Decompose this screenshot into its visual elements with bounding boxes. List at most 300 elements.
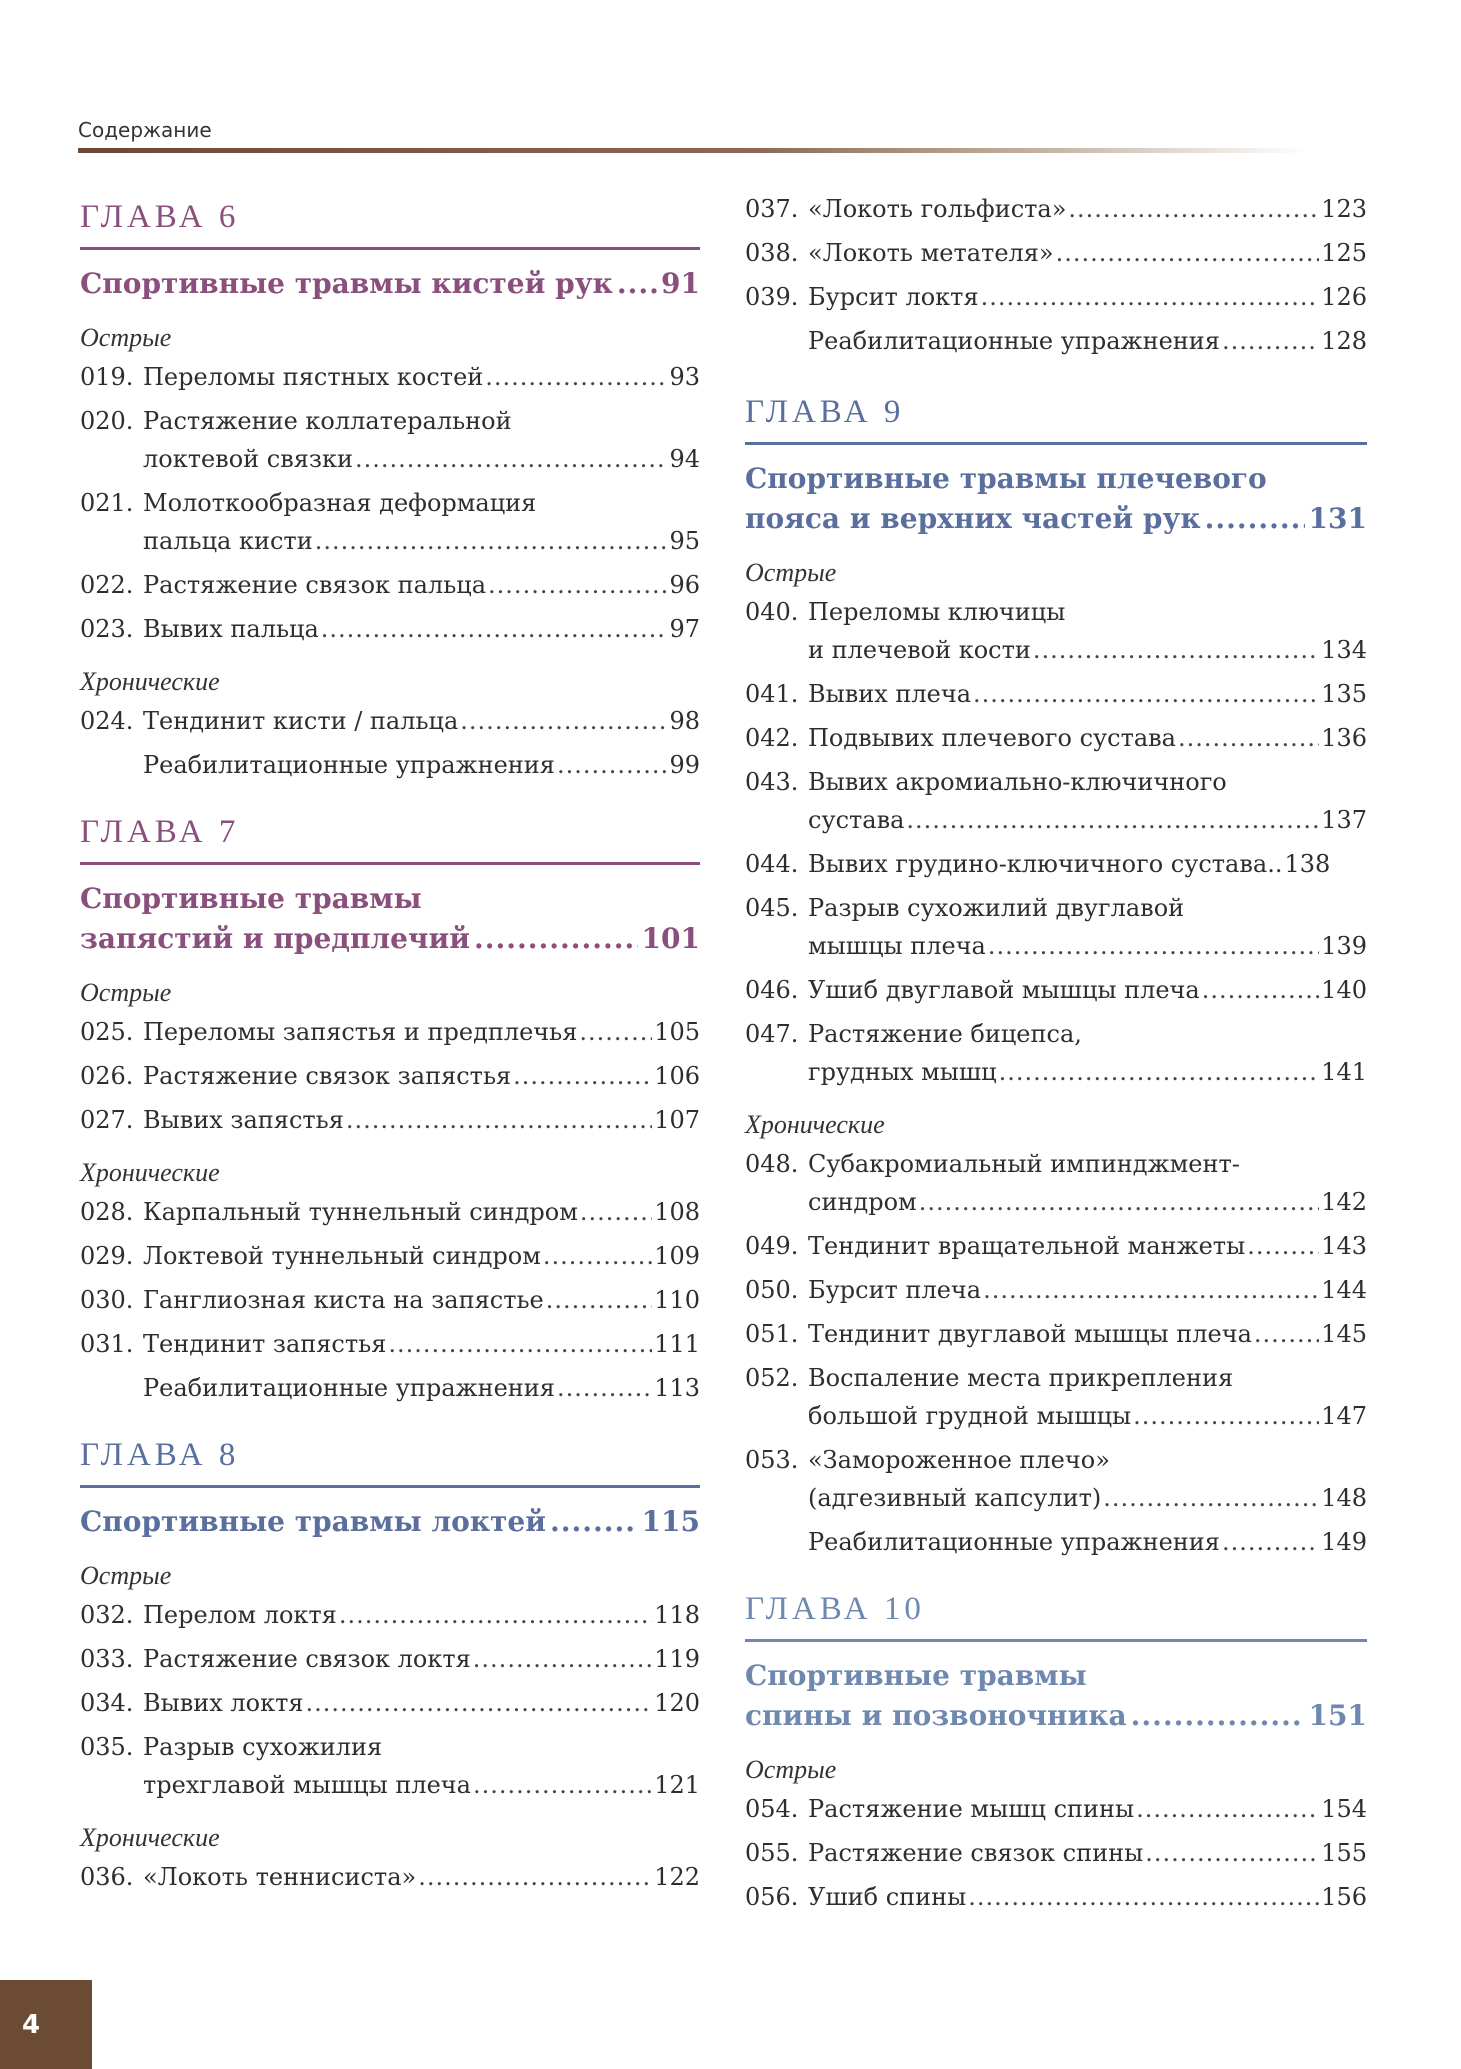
- entry-number: 054.: [745, 1795, 799, 1823]
- entry-body: [808, 1145, 1367, 1221]
- dot-leader: [1205, 499, 1305, 539]
- entry-number: 048.: [745, 1150, 799, 1178]
- toc-entry: [745, 1015, 1367, 1091]
- entry-title: Перелом локтя: [143, 1601, 337, 1629]
- dot-leader: [388, 1325, 652, 1363]
- entry-separator: ..: [1267, 850, 1283, 878]
- chapter-title-line1: Спортивные травмы: [745, 1659, 1087, 1692]
- entry-page-number: 108: [654, 1198, 700, 1226]
- chapter-title-line1: Спортивные травмы: [80, 882, 422, 915]
- entry-title: Вывих локтя: [143, 1689, 304, 1717]
- entry-number: 041.: [745, 680, 799, 708]
- entry-title: Вывих плеча: [808, 680, 972, 708]
- entry-title-line1: Вывих акромиально-ключичного: [808, 768, 1227, 796]
- toc-entry: [745, 719, 1367, 757]
- entry-number: 032.: [80, 1601, 134, 1629]
- entry-group: [80, 318, 700, 648]
- entry-title: Вывих грудино-ключичного сустава: [808, 850, 1268, 878]
- entry-page-number: 145: [1321, 1320, 1367, 1348]
- entry-page-number: 149: [1321, 1528, 1367, 1556]
- entry-page-number: 119: [654, 1645, 700, 1673]
- toc-entry: [745, 845, 1367, 883]
- chapter-title-text: Спортивные травмы кистей рук: [80, 267, 613, 300]
- entry-page-number: 107: [654, 1106, 700, 1134]
- entry-number: 029.: [80, 1242, 134, 1270]
- dot-leader: [973, 675, 1319, 713]
- dot-leader: [346, 1101, 652, 1139]
- entry-page-number: 123: [1321, 195, 1367, 223]
- entry-group: [80, 1556, 700, 1804]
- entry-title-line: [808, 322, 1367, 360]
- entry-group: [80, 662, 700, 784]
- dot-leader: [1178, 719, 1319, 757]
- entry-number: 024.: [80, 707, 134, 735]
- entry-group: [745, 1105, 1367, 1561]
- entry-title: «Локоть метателя»: [808, 239, 1054, 267]
- entry-title-line: [143, 1281, 700, 1319]
- dot-leader: [968, 1878, 1319, 1916]
- dot-leader: [579, 1013, 652, 1051]
- entry-title-line: [808, 1183, 1367, 1221]
- entry-body: [143, 1237, 700, 1275]
- chapter-title: [80, 879, 700, 959]
- entry-title: Растяжение связок локтя: [143, 1645, 471, 1673]
- dot-leader: [983, 1271, 1319, 1309]
- entry-title-line: [808, 1397, 1367, 1435]
- dot-leader: [1222, 322, 1319, 360]
- chapter-title-line: [80, 919, 700, 959]
- entry-number: 031.: [80, 1330, 134, 1358]
- dot-leader: [1033, 631, 1319, 669]
- chapter: [80, 1433, 700, 1896]
- chapter-label: ГЛАВА 8: [80, 1437, 240, 1473]
- entry-title-line: [808, 1523, 1367, 1561]
- chapter-title-line: [745, 1696, 1367, 1736]
- group-label: Хронические: [745, 1110, 885, 1139]
- entry-body: [143, 358, 700, 396]
- entry-title: Вывих пальца: [143, 615, 319, 643]
- entry-title: Реабилитационные упражнения: [808, 1528, 1220, 1556]
- entry-title: Реабилитационные упражнения: [808, 327, 1220, 355]
- entry-title: «Локоть теннисиста»: [143, 1863, 417, 1891]
- entry-page-number: 134: [1321, 636, 1367, 664]
- entry-page-number: 137: [1321, 806, 1367, 834]
- entry-number: 023.: [80, 615, 134, 643]
- toc-right-column: [745, 195, 1367, 1942]
- toc-entry: [80, 566, 700, 604]
- dot-leader: [580, 1193, 652, 1231]
- chapter-rule: [80, 862, 700, 865]
- entry-number: 033.: [80, 1645, 134, 1673]
- entry-body: [143, 1325, 700, 1363]
- entry-title-line: [143, 702, 700, 740]
- entry-title-line: [808, 234, 1367, 272]
- entry-title: Реабилитационные упражнения: [143, 751, 555, 779]
- entry-number: [745, 322, 808, 360]
- entry-number: [80, 746, 143, 784]
- entry-body: [143, 610, 700, 648]
- entry-title: Тендинит кисти / пальца: [143, 707, 459, 735]
- entry-group: [745, 553, 1367, 1091]
- toc-entry: [745, 763, 1367, 839]
- entry-title-line: [143, 358, 700, 396]
- chapter-title: [745, 459, 1367, 539]
- toc-entry: [80, 702, 700, 740]
- entry-title: Вывих запястья: [143, 1106, 344, 1134]
- toc-entry: [745, 1359, 1367, 1435]
- entry-body: [808, 1315, 1367, 1353]
- entry-page-number: 120: [654, 1689, 700, 1717]
- toc-left-column: [80, 195, 700, 1922]
- entry-title: локтевой связки: [143, 445, 353, 473]
- entry-title-line: [808, 1315, 1367, 1353]
- entry-title-line: [143, 610, 700, 648]
- entry-body: [808, 1227, 1367, 1265]
- entry-title: Ушиб спины: [808, 1883, 967, 1911]
- chapter-label: ГЛАВА 6: [80, 199, 240, 235]
- entry-number: 040.: [745, 598, 799, 626]
- chapter-title-line: [80, 1502, 700, 1542]
- entry-page-number: 99: [669, 751, 700, 779]
- chapter-rule: [80, 1485, 700, 1488]
- entry-number: 038.: [745, 239, 799, 267]
- entry-body: [143, 1281, 700, 1319]
- entry-number: 047.: [745, 1020, 799, 1048]
- toc-entry: [745, 1227, 1367, 1265]
- entry-group: [80, 1818, 700, 1896]
- entry-body: [143, 1596, 700, 1634]
- toc-entry: [80, 1640, 700, 1678]
- entry-page-number: 105: [654, 1018, 700, 1046]
- entry-page-number: 121: [654, 1771, 700, 1799]
- dot-leader: [306, 1684, 653, 1722]
- chapter-page-number: 115: [641, 1505, 700, 1538]
- toc-entry: [80, 746, 700, 784]
- entry-number: 035.: [80, 1733, 134, 1761]
- entry-body: [808, 1015, 1367, 1091]
- entry-body: [808, 322, 1367, 360]
- entry-page-number: 142: [1321, 1188, 1367, 1216]
- toc-entry: [745, 675, 1367, 713]
- toc-entry: [80, 1728, 700, 1804]
- toc-entry: [745, 1523, 1367, 1561]
- entry-title-line: [808, 1878, 1367, 1916]
- header-rule: [78, 148, 1308, 153]
- dot-leader: [617, 264, 657, 304]
- toc-entry: [80, 1193, 700, 1231]
- chapter-title-text: запястий и предплечий: [80, 922, 471, 955]
- entry-page-number: 138: [1284, 850, 1331, 878]
- entry-page-number: 135: [1321, 680, 1367, 708]
- entry-title: сустава: [808, 806, 905, 834]
- entry-number: 053.: [745, 1446, 799, 1474]
- entry-title: Ганглиозная киста на запястье: [143, 1286, 544, 1314]
- entry-page-number: 96: [669, 571, 700, 599]
- chapter-title: [80, 1502, 700, 1542]
- group-label: Острые: [745, 1755, 837, 1784]
- dot-leader: [473, 1640, 652, 1678]
- entry-page-number: 94: [669, 445, 700, 473]
- entry-page-number: 95: [669, 527, 700, 555]
- entry-body: [808, 1790, 1367, 1828]
- entry-title-line: [808, 1227, 1367, 1265]
- entry-title: Карпальный туннельный синдром: [143, 1198, 578, 1226]
- entry-body: [143, 1013, 700, 1051]
- entry-number: 025.: [80, 1018, 134, 1046]
- toc-entry: [80, 1684, 700, 1722]
- group-label: Хронические: [80, 1823, 220, 1852]
- entry-title-line: [143, 566, 700, 604]
- entry-title-line: [143, 1369, 700, 1407]
- entry-number: 055.: [745, 1839, 799, 1867]
- chapter-8-continuation: [745, 190, 1367, 360]
- dot-leader: [460, 702, 667, 740]
- entry-number: [80, 1369, 143, 1407]
- entry-number: 030.: [80, 1286, 134, 1314]
- toc-entry: [80, 1281, 700, 1319]
- entry-number: 027.: [80, 1106, 134, 1134]
- chapter-page-number: 101: [641, 922, 700, 955]
- chapter-title: [80, 264, 700, 304]
- entry-body: [808, 845, 1367, 883]
- entry-title: Тендинит вращательной манжеты: [808, 1232, 1246, 1260]
- toc-entry: [80, 1369, 700, 1407]
- entry-number: 020.: [80, 407, 134, 435]
- entry-number: 050.: [745, 1276, 799, 1304]
- entry-title-line: [143, 1193, 700, 1231]
- dot-leader: [1056, 234, 1320, 272]
- group-label: Острые: [745, 558, 837, 587]
- entry-group: [80, 973, 700, 1139]
- toc-entry: [80, 1013, 700, 1051]
- entry-page-number: 139: [1321, 932, 1367, 960]
- chapter-rule: [80, 247, 700, 250]
- entry-page-number: 148: [1321, 1484, 1367, 1512]
- entry-page-number: 141: [1321, 1058, 1367, 1086]
- chapter-label: ГЛАВА 9: [745, 394, 905, 430]
- entry-page-number: 126: [1321, 283, 1367, 311]
- chapter-page-number: 151: [1308, 1699, 1367, 1732]
- entry-title: Растяжение связок пальца: [143, 571, 487, 599]
- entry-body: [143, 1057, 700, 1095]
- entry-title: Реабилитационные упражнения: [143, 1374, 555, 1402]
- entry-title-line1: Разрыв сухожилий двуглавой: [808, 894, 1185, 922]
- dot-leader: [339, 1596, 652, 1634]
- toc-entry: [745, 190, 1367, 228]
- running-head: Содержание: [78, 118, 212, 142]
- entry-title-line: [143, 440, 700, 478]
- toc-entry: [80, 1237, 700, 1275]
- entry-title: Тендинит двуглавой мышцы плеча: [808, 1320, 1252, 1348]
- entry-title-line: [143, 1325, 700, 1363]
- toc-entry: [745, 1878, 1367, 1916]
- entry-title: Бурсит локтя: [808, 283, 979, 311]
- entry-title-line1: Молоткообразная деформация: [143, 489, 537, 517]
- toc-entry: [80, 358, 700, 396]
- entry-body: [808, 234, 1367, 272]
- entry-title: мышцы плеча: [808, 932, 986, 960]
- dot-leader: [1222, 1523, 1319, 1561]
- entry-number: 039.: [745, 283, 799, 311]
- entry-number: 022.: [80, 571, 134, 599]
- entry-title-line: [143, 1237, 700, 1275]
- entry-title: трехглавой мышцы плеча: [143, 1771, 471, 1799]
- toc-entry: [745, 322, 1367, 360]
- entry-title-line: [143, 1596, 700, 1634]
- entry-body: [143, 1640, 700, 1678]
- entry-number: 021.: [80, 489, 134, 517]
- dot-leader: [988, 927, 1319, 965]
- entry-page-number: 143: [1321, 1232, 1367, 1260]
- entry-page-number: 122: [654, 1863, 700, 1891]
- chapter: [745, 1587, 1367, 1916]
- entry-title-line: [143, 1640, 700, 1678]
- toc-entry: [80, 1101, 700, 1139]
- entry-title: Растяжение связок спины: [808, 1839, 1144, 1867]
- entry-title-line: [143, 1057, 700, 1095]
- entry-title-line: [808, 190, 1367, 228]
- dot-leader: [488, 566, 667, 604]
- entry-number: 042.: [745, 724, 799, 752]
- dot-leader: [546, 1281, 652, 1319]
- chapter-page-number: 131: [1308, 502, 1367, 535]
- dot-leader: [919, 1183, 1319, 1221]
- entry-number: 045.: [745, 894, 799, 922]
- entry-body: [143, 1684, 700, 1722]
- entry-page-number: 156: [1321, 1883, 1367, 1911]
- entry-title-line: [143, 1766, 700, 1804]
- entry-title: Растяжение связок запястья: [143, 1062, 512, 1090]
- entry-page-number: 140: [1321, 976, 1367, 1004]
- dot-leader: [557, 746, 668, 784]
- toc-entry: [745, 593, 1367, 669]
- entry-page-number: 144: [1321, 1276, 1367, 1304]
- group-label: Хронические: [80, 667, 220, 696]
- entry-title-line: [808, 1834, 1367, 1872]
- entry-page-number: 125: [1321, 239, 1367, 267]
- toc-entry: [80, 402, 700, 478]
- chapter-page-number: 91: [661, 267, 700, 300]
- entry-title-line: [143, 1101, 700, 1139]
- chapter-title-text: пояса и верхних частей рук: [745, 502, 1201, 535]
- entry-title: Тендинит запястья: [143, 1330, 387, 1358]
- entry-title-line: [808, 1790, 1367, 1828]
- entry-number: 026.: [80, 1062, 134, 1090]
- entry-body: [143, 1728, 700, 1804]
- toc-entry: [745, 1790, 1367, 1828]
- dot-leader: [1103, 1479, 1319, 1517]
- dot-leader: [1133, 1397, 1319, 1435]
- chapter-title-text: Спортивные травмы локтей: [80, 1505, 546, 1538]
- entry-title: Локтевой туннельный синдром: [143, 1242, 541, 1270]
- entry-page-number: 93: [669, 363, 700, 391]
- group-label: Острые: [80, 978, 172, 1007]
- entry-title: Переломы пястных костей: [143, 363, 484, 391]
- dot-leader: [543, 1237, 652, 1275]
- entry-page-number: 110: [654, 1286, 700, 1314]
- toc-entry: [745, 1441, 1367, 1517]
- entry-body: [143, 746, 700, 784]
- entry-title: и плечевой кости: [808, 636, 1031, 664]
- entry-title-line: [808, 801, 1367, 839]
- chapter-title-line1: Спортивные травмы плечевого: [745, 462, 1267, 495]
- entry-title-line: [143, 522, 700, 560]
- entry-number: 044.: [745, 850, 799, 878]
- entry-body: [143, 1101, 700, 1139]
- chapter: [80, 195, 700, 784]
- entry-title-line: [143, 746, 700, 784]
- toc-entry: [80, 1858, 700, 1896]
- toc-entry: [745, 234, 1367, 272]
- group-label: Острые: [80, 323, 172, 352]
- entry-page-number: 106: [654, 1062, 700, 1090]
- entry-number: 049.: [745, 1232, 799, 1260]
- entry-title-line: [808, 278, 1367, 316]
- entry-title: синдром: [808, 1188, 917, 1216]
- dot-leader: [550, 1502, 638, 1542]
- entry-body: [808, 1359, 1367, 1435]
- dot-leader: [999, 1053, 1320, 1091]
- toc-entry: [80, 1325, 700, 1363]
- toc-entry: [80, 1057, 700, 1095]
- entry-page-number: 97: [669, 615, 700, 643]
- entry-number: 056.: [745, 1883, 799, 1911]
- entry-title-line: [143, 1013, 700, 1051]
- entry-title-line: [143, 1684, 700, 1722]
- entry-title-line: [808, 927, 1367, 965]
- dot-leader: [1068, 190, 1319, 228]
- dot-leader: [1247, 1227, 1319, 1265]
- entry-page-number: 155: [1321, 1839, 1367, 1867]
- entry-page-number: 154: [1321, 1795, 1367, 1823]
- entry-number: 036.: [80, 1863, 134, 1891]
- entry-title-line1: Растяжение бицепса,: [808, 1020, 1082, 1048]
- entry-number: 037.: [745, 195, 799, 223]
- entry-title-line: [143, 1858, 700, 1896]
- dot-leader: [485, 358, 667, 396]
- entry-page-number: 147: [1321, 1402, 1367, 1430]
- toc-entry: [745, 1315, 1367, 1353]
- chapter-title-line: [80, 264, 700, 304]
- entry-body: [143, 566, 700, 604]
- entry-number: 052.: [745, 1364, 799, 1392]
- entry-body: [808, 593, 1367, 669]
- entry-page-number: 113: [654, 1374, 700, 1402]
- dot-leader: [1254, 1315, 1319, 1353]
- entry-title-line: [808, 631, 1367, 669]
- dot-leader: [981, 278, 1320, 316]
- dot-leader: [315, 522, 668, 560]
- toc-entry: [745, 1834, 1367, 1872]
- toc-entry: [745, 1145, 1367, 1221]
- entry-body: [808, 1271, 1367, 1309]
- entry-page-number: 118: [654, 1601, 700, 1629]
- entry-number: 043.: [745, 768, 799, 796]
- entry-number: 028.: [80, 1198, 134, 1226]
- entry-title-line: [808, 971, 1367, 1009]
- entry-body: [143, 1369, 700, 1407]
- entry-title-line1: «Замороженное плечо»: [808, 1446, 1110, 1474]
- chapter: [80, 810, 700, 1407]
- entry-title-line1: Растяжение коллатеральной: [143, 407, 512, 435]
- entry-number: 019.: [80, 363, 134, 391]
- entry-group: [745, 1750, 1367, 1916]
- dot-leader: [1202, 971, 1319, 1009]
- entry-title: (адгезивный капсулит): [808, 1484, 1102, 1512]
- entry-body: [808, 1441, 1367, 1517]
- entry-title-line1: Переломы ключицы: [808, 598, 1066, 626]
- entry-title: Растяжение мышц спины: [808, 1795, 1135, 1823]
